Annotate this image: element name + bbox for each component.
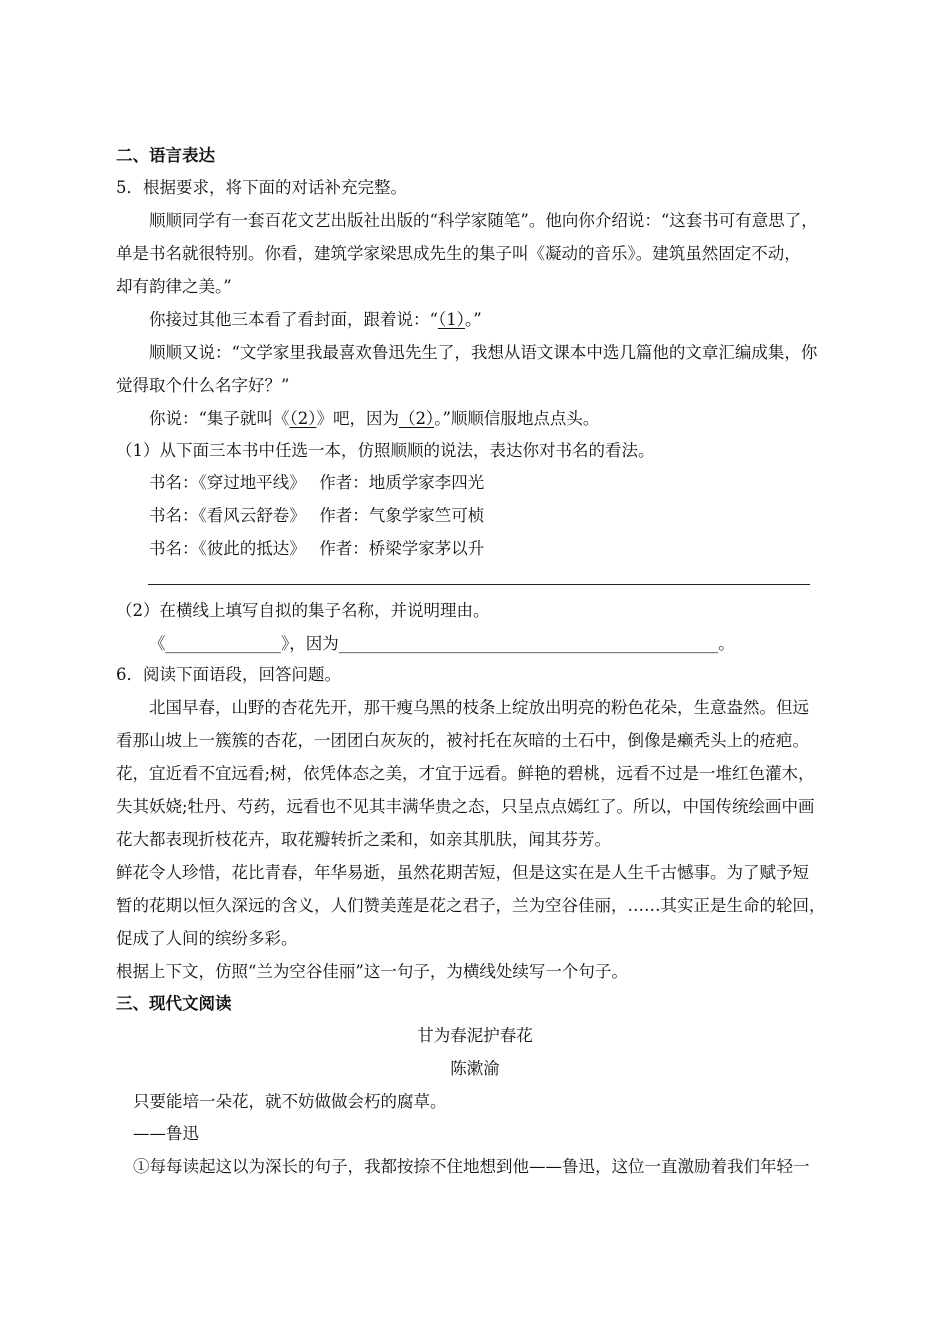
q6-passage-line: 暂的花期以恒久深远的含义，人们赞美莲是花之君子，兰为空谷佳丽，……其实正是生命的轮回， [116,896,826,915]
q5-subquestion-2: （2）在横线上填写自拟的集子名称，并说明理由。 [116,601,490,620]
section-3-title: 三、现代文阅读 [116,994,232,1013]
q5-paragraph-line: 顺顺同学有一套百花文艺出版社出版的“科学家随笔”。他向你介绍说：“这套书可有意思了， [149,211,818,230]
q6-passage-line: 花，宜近看不宜远看;树，依凭体态之美，才宜于远看。鲜艳的碧桃，远看不过是一堆红色灌木， [116,764,815,783]
q6-passage-line: 失其妖娆;牡丹、芍药，远看也不见其丰满华贵之态，只呈点点嫣红了。所以，中国传统绘画中画 [116,797,815,816]
book-entry: 书名：《穿过地平线》 作者：地质学家李四光 [149,473,485,492]
question-6-stem: 6．阅读下面语段，回答问题。 [116,665,341,684]
q5-paragraph-line: 却有韵律之美。” [116,277,232,296]
dialogue-text: 。” [464,310,482,329]
article-author: 陈漱渝 [450,1059,500,1078]
q5-fill-line [149,633,735,655]
q5-paragraph-line: 单是书名就很特别。你看，建筑学家梁思成先生的集子叫《凝动的音乐》。建筑虽然固定不动， [116,244,801,263]
blank-1: （1） [437,310,465,329]
fill-connector: 》，因为 [281,634,339,653]
dialogue-text: 。”顺顺信服地点点头。 [434,409,600,428]
epigraph-source: ——鲁迅 [133,1124,199,1143]
answer-line [148,584,810,585]
blank-collection-name: ______________ [165,634,281,653]
blank-2b: （2） [398,409,435,428]
article-paragraph-line: ①每每读起这以为深长的句子，我都按捺不住地想到他——鲁迅，这位一直激励着我们年轻一 [133,1157,810,1176]
q5-paragraph-line: 觉得取个什么名字好？” [116,376,290,395]
q6-passage-line: 鲜花令人珍惜，花比青春，年华易逝，虽然花期苦短，但是这实在是人生千古憾事。为了赋予短 [116,863,809,882]
fill-end: 。 [718,634,735,653]
q5-dialogue-line [149,408,599,430]
blank-2a: （2） [289,409,317,428]
q5-dialogue-line [149,309,482,331]
q5-paragraph-line: 顺顺又说：“文学家里我最喜欢鲁迅先生了，我想从语文课本中选几篇他的文章汇编成集，你 [149,343,818,362]
q6-task: 根据上下文，仿照“兰为空谷佳丽”这一句子，为横线处续写一个句子。 [116,962,628,981]
bracket-open: 《 [149,634,166,653]
blank-reason: ______________________________________________ [338,634,719,653]
question-5-stem: 5．根据要求，将下面的对话补充完整。 [116,178,407,197]
q6-passage-line: 促成了人间的缤纷多彩。 [116,929,298,948]
dialogue-text: 你说：“集子就叫《 [149,409,290,428]
book-entry: 书名：《看风云舒卷》 作者：气象学家竺可桢 [149,506,485,525]
dialogue-text: 》吧，因为 [316,409,399,428]
section-2-title: 二、语言表达 [116,146,215,165]
article-title: 甘为春泥护春花 [417,1026,533,1045]
book-entry: 书名：《彼此的抵达》 作者：桥梁学家茅以升 [149,539,485,558]
q6-passage-line: 花大都表现折枝花卉，取花瓣转折之柔和，如亲其肌肤，闻其芬芳。 [116,830,611,849]
q6-passage-line: 北国早春，山野的杏花先开，那干瘦乌黑的枝条上绽放出明亮的粉色花朵，生意盎然。但远 [149,698,809,717]
dialogue-text: 你接过其他三本看了看封面，跟着说：“ [149,310,438,329]
q5-subquestion-1: （1）从下面三本书中任选一本，仿照顺顺的说法，表达你对书名的看法。 [116,441,655,460]
epigraph: 只要能培一朵花，就不妨做做会朽的腐草。 [133,1092,447,1111]
q6-passage-line: 看那山坡上一簇簇的杏花，一团团白灰灰的，被衬托在灰暗的土石中，倒像是癞秃头上的疮疤。 [116,731,809,750]
